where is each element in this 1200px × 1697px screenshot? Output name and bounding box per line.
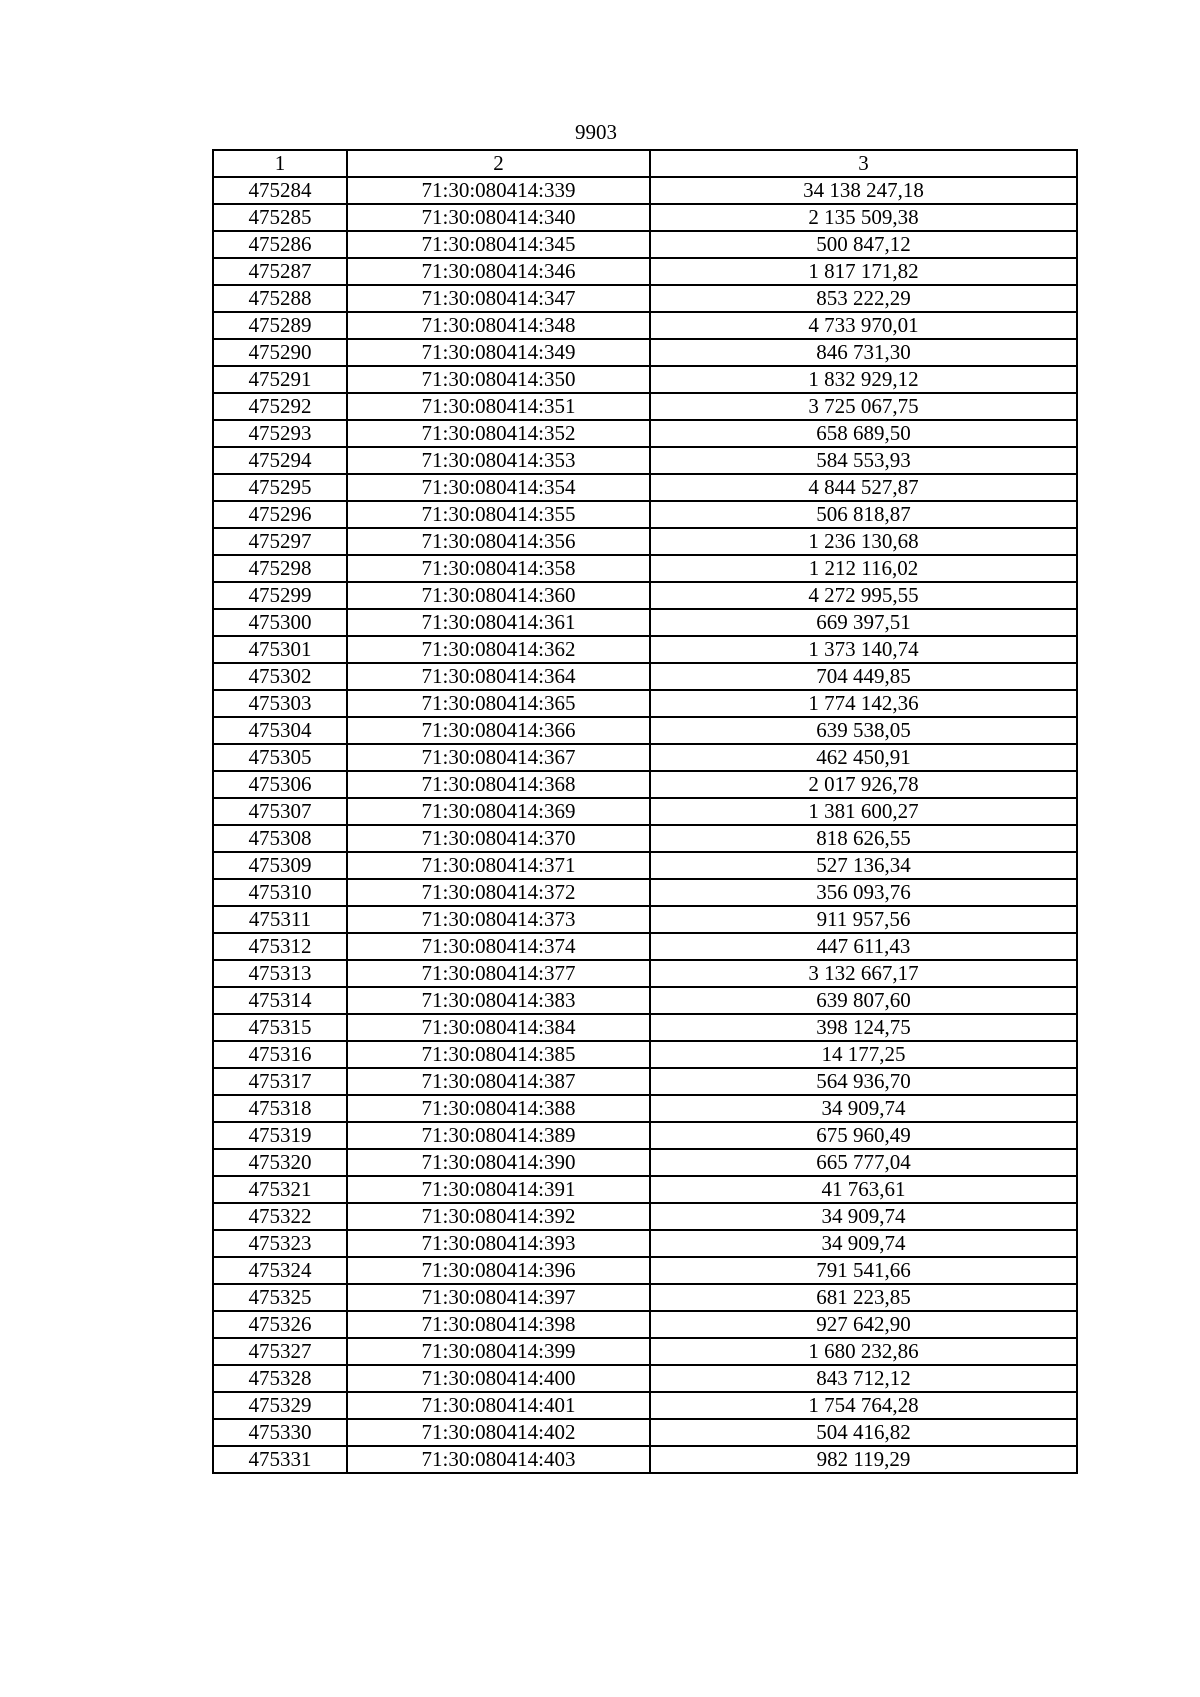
- page-number-text: 9903: [575, 120, 617, 144]
- table-row: [213, 1257, 1077, 1284]
- value-cell: 2 135 509,38: [650, 204, 1077, 231]
- column-header-2: 2: [347, 150, 650, 177]
- column-header-3: 3: [650, 150, 1077, 177]
- row-number-cell: 475324: [213, 1257, 347, 1284]
- value-cell: 1 680 232,86: [650, 1338, 1077, 1365]
- value-cell: 4 844 527,87: [650, 474, 1077, 501]
- table-row: [213, 204, 1077, 231]
- cadastral-number-cell: 71:30:080414:356: [347, 528, 650, 555]
- row-number-cell: 475284: [213, 177, 347, 204]
- table-body: [213, 177, 1077, 1473]
- cadastral-number-cell: 71:30:080414:372: [347, 879, 650, 906]
- row-number-cell: 475298: [213, 555, 347, 582]
- row-number-cell: 475285: [213, 204, 347, 231]
- cadastral-number-cell: 71:30:080414:373: [347, 906, 650, 933]
- cadastral-number-cell: 71:30:080414:389: [347, 1122, 650, 1149]
- value-cell: 1 832 929,12: [650, 366, 1077, 393]
- value-cell: 447 611,43: [650, 933, 1077, 960]
- row-number-cell: 475313: [213, 960, 347, 987]
- table-row: [213, 1230, 1077, 1257]
- cadastral-number-cell: 71:30:080414:397: [347, 1284, 650, 1311]
- value-cell: 1 381 600,27: [650, 798, 1077, 825]
- cadastral-number-cell: 71:30:080414:401: [347, 1392, 650, 1419]
- value-cell: 1 817 171,82: [650, 258, 1077, 285]
- cadastral-number-cell: 71:30:080414:364: [347, 663, 650, 690]
- value-cell: 853 222,29: [650, 285, 1077, 312]
- table-row: [213, 1338, 1077, 1365]
- header-row: [213, 150, 1077, 177]
- row-number-cell: 475305: [213, 744, 347, 771]
- value-cell: 34 138 247,18: [650, 177, 1077, 204]
- cadastral-number-cell: 71:30:080414:399: [347, 1338, 650, 1365]
- page-number: [0, 118, 1200, 146]
- row-number-cell: 475331: [213, 1446, 347, 1473]
- table-row: [213, 933, 1077, 960]
- cadastral-number-cell: 71:30:080414:353: [347, 447, 650, 474]
- value-cell: 462 450,91: [650, 744, 1077, 771]
- value-cell: 704 449,85: [650, 663, 1077, 690]
- table-row: [213, 447, 1077, 474]
- table-row: [213, 393, 1077, 420]
- row-number-cell: 475312: [213, 933, 347, 960]
- cadastral-number-cell: 71:30:080414:345: [347, 231, 650, 258]
- table-row: [213, 366, 1077, 393]
- row-number-cell: 475328: [213, 1365, 347, 1392]
- table-row: [213, 1122, 1077, 1149]
- row-number-cell: 475301: [213, 636, 347, 663]
- value-cell: 3 132 667,17: [650, 960, 1077, 987]
- cadastral-number-cell: 71:30:080414:383: [347, 987, 650, 1014]
- cadastral-number-cell: 71:30:080414:339: [347, 177, 650, 204]
- cadastral-number-cell: 71:30:080414:347: [347, 285, 650, 312]
- table-row: [213, 852, 1077, 879]
- value-cell: 658 689,50: [650, 420, 1077, 447]
- table-row: [213, 1446, 1077, 1473]
- cadastral-number-cell: 71:30:080414:398: [347, 1311, 650, 1338]
- value-cell: 1 212 116,02: [650, 555, 1077, 582]
- row-number-cell: 475329: [213, 1392, 347, 1419]
- registry-table: [212, 149, 1078, 1474]
- value-cell: 1 774 142,36: [650, 690, 1077, 717]
- table-row: [213, 231, 1077, 258]
- row-number-cell: 475307: [213, 798, 347, 825]
- table-row: [213, 582, 1077, 609]
- row-number-cell: 475318: [213, 1095, 347, 1122]
- cadastral-number-cell: 71:30:080414:374: [347, 933, 650, 960]
- cadastral-number-cell: 71:30:080414:392: [347, 1203, 650, 1230]
- cadastral-number-cell: 71:30:080414:349: [347, 339, 650, 366]
- table-row: [213, 690, 1077, 717]
- table-row: [213, 1014, 1077, 1041]
- row-number-cell: 475311: [213, 906, 347, 933]
- cadastral-number-cell: 71:30:080414:340: [347, 204, 650, 231]
- row-number-cell: 475304: [213, 717, 347, 744]
- value-cell: 504 416,82: [650, 1419, 1077, 1446]
- table-row: [213, 1419, 1077, 1446]
- cadastral-number-cell: 71:30:080414:368: [347, 771, 650, 798]
- cadastral-number-cell: 71:30:080414:390: [347, 1149, 650, 1176]
- row-number-cell: 475314: [213, 987, 347, 1014]
- table-row: [213, 420, 1077, 447]
- table-row: [213, 960, 1077, 987]
- value-cell: 843 712,12: [650, 1365, 1077, 1392]
- cadastral-number-cell: 71:30:080414:355: [347, 501, 650, 528]
- row-number-cell: 475291: [213, 366, 347, 393]
- table-row: [213, 1392, 1077, 1419]
- cadastral-number-cell: 71:30:080414:354: [347, 474, 650, 501]
- row-number-cell: 475300: [213, 609, 347, 636]
- table-row: [213, 906, 1077, 933]
- row-number-cell: 475287: [213, 258, 347, 285]
- value-cell: 34 909,74: [650, 1230, 1077, 1257]
- cadastral-number-cell: 71:30:080414:384: [347, 1014, 650, 1041]
- cadastral-number-cell: 71:30:080414:400: [347, 1365, 650, 1392]
- table-row: [213, 744, 1077, 771]
- row-number-cell: 475322: [213, 1203, 347, 1230]
- table-row: [213, 1284, 1077, 1311]
- table-row: [213, 1203, 1077, 1230]
- table-row: [213, 663, 1077, 690]
- table-row: [213, 1176, 1077, 1203]
- cadastral-number-cell: 71:30:080414:350: [347, 366, 650, 393]
- value-cell: 356 093,76: [650, 879, 1077, 906]
- table-row: [213, 636, 1077, 663]
- table-row: [213, 339, 1077, 366]
- value-cell: 500 847,12: [650, 231, 1077, 258]
- cadastral-number-cell: 71:30:080414:369: [347, 798, 650, 825]
- value-cell: 846 731,30: [650, 339, 1077, 366]
- row-number-cell: 475330: [213, 1419, 347, 1446]
- row-number-cell: 475320: [213, 1149, 347, 1176]
- cadastral-number-cell: 71:30:080414:377: [347, 960, 650, 987]
- row-number-cell: 475310: [213, 879, 347, 906]
- cadastral-number-cell: 71:30:080414:361: [347, 609, 650, 636]
- table-row: [213, 1311, 1077, 1338]
- row-number-cell: 475319: [213, 1122, 347, 1149]
- row-number-cell: 475309: [213, 852, 347, 879]
- value-cell: 1 236 130,68: [650, 528, 1077, 555]
- value-cell: 639 538,05: [650, 717, 1077, 744]
- row-number-cell: 475303: [213, 690, 347, 717]
- row-number-cell: 475292: [213, 393, 347, 420]
- value-cell: 527 136,34: [650, 852, 1077, 879]
- value-cell: 911 957,56: [650, 906, 1077, 933]
- cadastral-number-cell: 71:30:080414:393: [347, 1230, 650, 1257]
- row-number-cell: 475286: [213, 231, 347, 258]
- cadastral-number-cell: 71:30:080414:348: [347, 312, 650, 339]
- cadastral-number-cell: 71:30:080414:385: [347, 1041, 650, 1068]
- value-cell: 398 124,75: [650, 1014, 1077, 1041]
- column-header-1: 1: [213, 150, 347, 177]
- value-cell: 584 553,93: [650, 447, 1077, 474]
- row-number-cell: 475293: [213, 420, 347, 447]
- cadastral-number-cell: 71:30:080414:362: [347, 636, 650, 663]
- value-cell: 2 017 926,78: [650, 771, 1077, 798]
- table-row: [213, 771, 1077, 798]
- value-cell: 791 541,66: [650, 1257, 1077, 1284]
- row-number-cell: 475296: [213, 501, 347, 528]
- cadastral-number-cell: 71:30:080414:366: [347, 717, 650, 744]
- row-number-cell: 475323: [213, 1230, 347, 1257]
- table-row: [213, 528, 1077, 555]
- value-cell: 665 777,04: [650, 1149, 1077, 1176]
- table-row: [213, 258, 1077, 285]
- table-row: [213, 609, 1077, 636]
- value-cell: 639 807,60: [650, 987, 1077, 1014]
- row-number-cell: 475289: [213, 312, 347, 339]
- value-cell: 927 642,90: [650, 1311, 1077, 1338]
- table-row: [213, 312, 1077, 339]
- cadastral-number-cell: 71:30:080414:371: [347, 852, 650, 879]
- table-row: [213, 1365, 1077, 1392]
- row-number-cell: 475327: [213, 1338, 347, 1365]
- table-row: [213, 1095, 1077, 1122]
- table-row: [213, 555, 1077, 582]
- table-row: [213, 1149, 1077, 1176]
- cadastral-number-cell: 71:30:080414:367: [347, 744, 650, 771]
- value-cell: 4 733 970,01: [650, 312, 1077, 339]
- cadastral-number-cell: 71:30:080414:358: [347, 555, 650, 582]
- table-row: [213, 879, 1077, 906]
- table-row: [213, 1068, 1077, 1095]
- row-number-cell: 475295: [213, 474, 347, 501]
- table-row: [213, 501, 1077, 528]
- table-header: [213, 150, 1077, 177]
- table-row: [213, 1041, 1077, 1068]
- value-cell: 41 763,61: [650, 1176, 1077, 1203]
- cadastral-number-cell: 71:30:080414:346: [347, 258, 650, 285]
- row-number-cell: 475316: [213, 1041, 347, 1068]
- cadastral-number-cell: 71:30:080414:365: [347, 690, 650, 717]
- table-row: [213, 474, 1077, 501]
- row-number-cell: 475302: [213, 663, 347, 690]
- table-row: [213, 177, 1077, 204]
- value-cell: 3 725 067,75: [650, 393, 1077, 420]
- table-row: [213, 987, 1077, 1014]
- value-cell: 818 626,55: [650, 825, 1077, 852]
- cadastral-number-cell: 71:30:080414:352: [347, 420, 650, 447]
- row-number-cell: 475315: [213, 1014, 347, 1041]
- cadastral-number-cell: 71:30:080414:391: [347, 1176, 650, 1203]
- cadastral-number-cell: 71:30:080414:360: [347, 582, 650, 609]
- row-number-cell: 475317: [213, 1068, 347, 1095]
- cadastral-number-cell: 71:30:080414:370: [347, 825, 650, 852]
- table-row: [213, 825, 1077, 852]
- row-number-cell: 475297: [213, 528, 347, 555]
- cadastral-number-cell: 71:30:080414:387: [347, 1068, 650, 1095]
- row-number-cell: 475325: [213, 1284, 347, 1311]
- cadastral-number-cell: 71:30:080414:388: [347, 1095, 650, 1122]
- cadastral-number-cell: 71:30:080414:351: [347, 393, 650, 420]
- cadastral-number-cell: 71:30:080414:403: [347, 1446, 650, 1473]
- value-cell: 1 373 140,74: [650, 636, 1077, 663]
- value-cell: 982 119,29: [650, 1446, 1077, 1473]
- cadastral-number-cell: 71:30:080414:396: [347, 1257, 650, 1284]
- value-cell: 669 397,51: [650, 609, 1077, 636]
- cadastral-number-cell: 71:30:080414:402: [347, 1419, 650, 1446]
- value-cell: 675 960,49: [650, 1122, 1077, 1149]
- value-cell: 681 223,85: [650, 1284, 1077, 1311]
- row-number-cell: 475299: [213, 582, 347, 609]
- value-cell: 506 818,87: [650, 501, 1077, 528]
- row-number-cell: 475294: [213, 447, 347, 474]
- row-number-cell: 475288: [213, 285, 347, 312]
- value-cell: 564 936,70: [650, 1068, 1077, 1095]
- row-number-cell: 475321: [213, 1176, 347, 1203]
- table-row: [213, 798, 1077, 825]
- value-cell: 1 754 764,28: [650, 1392, 1077, 1419]
- table-row: [213, 285, 1077, 312]
- table-row: [213, 717, 1077, 744]
- row-number-cell: 475306: [213, 771, 347, 798]
- value-cell: 14 177,25: [650, 1041, 1077, 1068]
- row-number-cell: 475326: [213, 1311, 347, 1338]
- row-number-cell: 475290: [213, 339, 347, 366]
- value-cell: 34 909,74: [650, 1095, 1077, 1122]
- row-number-cell: 475308: [213, 825, 347, 852]
- value-cell: 4 272 995,55: [650, 582, 1077, 609]
- value-cell: 34 909,74: [650, 1203, 1077, 1230]
